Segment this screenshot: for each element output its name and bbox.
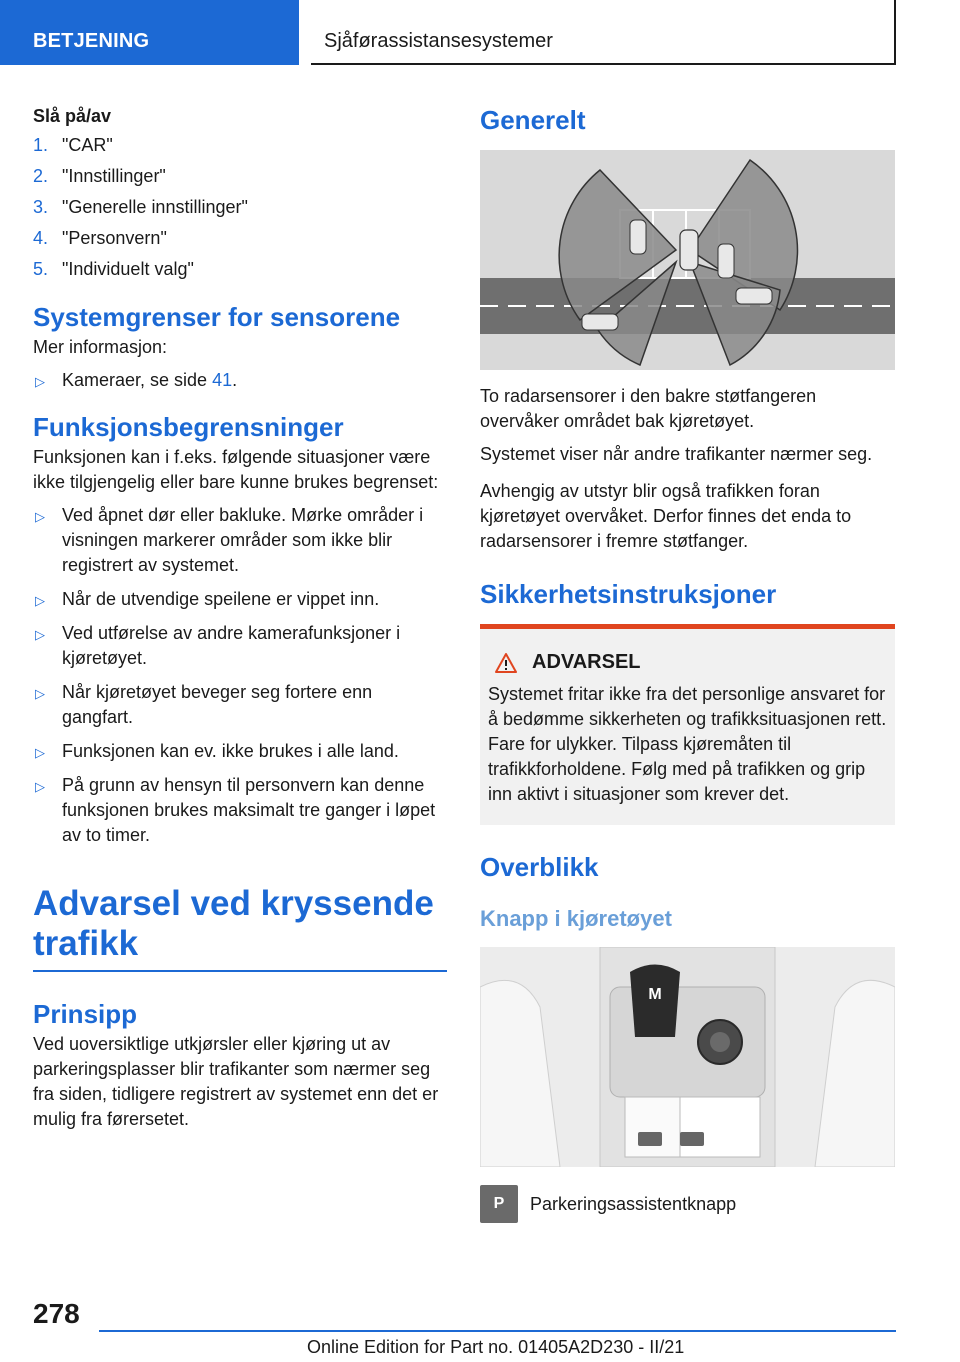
- step-number: 5.: [33, 259, 49, 279]
- more-info-text: Mer informasjon:: [33, 337, 168, 357]
- limits-list: [33, 503, 447, 848]
- chapter-title: Sjåførassistansesystemer: [324, 30, 553, 52]
- triangle-bullet-icon: ▷: [35, 779, 45, 794]
- list-item: [33, 368, 447, 393]
- list-item: [33, 739, 447, 764]
- limit-text: Når kjøretøyet beveger seg fortere enn gangfart.: [62, 682, 373, 727]
- warning-title-row: [488, 651, 887, 674]
- warning-triangle-icon: [494, 652, 518, 674]
- safety-heading: Sikkerhetsinstruksjoner: [480, 579, 777, 609]
- warning-title: ADVARSEL: [532, 651, 641, 673]
- list-item: [33, 680, 447, 730]
- general-p2: Systemet viser når andre trafikanter nærmer seg.: [480, 444, 873, 464]
- page-number: 278: [33, 1298, 80, 1329]
- warning-text: Systemet fritar ikke fra det personlige ansvaret for å bedømme sikkerheten og trafikksituasjonen rett. Fare for ulykker. Tilpass kjøremåten til trafikkforholdene. Følg med på trafikken og grip inn aktivt i situasjoner som krever det.: [488, 684, 887, 804]
- list-item: [33, 228, 447, 248]
- limit-text: Ved åpnet dør eller bakluke. Mørke områder i visningen markerer områder som ikke blir registrert av systemet.: [62, 505, 424, 575]
- footer-rule: [99, 1330, 896, 1332]
- left-column: [33, 100, 447, 1132]
- right-column: [480, 100, 895, 1223]
- heading-rule: [33, 970, 447, 972]
- step-number: 3.: [33, 197, 49, 217]
- limit-text: På grunn av hensyn til personvern kan denne funksjonen brukes maksimalt tre ganger i løpet av to timer.: [62, 775, 436, 845]
- step-text: "CAR": [62, 135, 113, 155]
- page-link[interactable]: 41: [212, 370, 233, 390]
- overview-heading: Overblikk: [480, 852, 599, 882]
- center-console-figure: [480, 947, 895, 1167]
- step-number: 2.: [33, 166, 49, 186]
- limit-text: Funksjonen kan ev. ikke brukes i alle land.: [62, 741, 399, 761]
- list-item: [33, 166, 447, 186]
- warning-box: [480, 624, 895, 825]
- general-p1: To radarsensorer i den bakre støtfangeren overvåker området bak kjøretøyet.: [480, 386, 817, 431]
- step-text: "Personvern": [62, 228, 167, 248]
- limits-heading: Funksjonsbegrensninger: [33, 412, 344, 442]
- steps-list: [33, 135, 447, 279]
- list-item: [33, 259, 447, 279]
- button-heading: Knapp i kjøretøyet: [480, 906, 672, 931]
- center-console-illustration: [480, 947, 895, 1167]
- step-number: 1.: [33, 135, 49, 155]
- principle-heading: Prinsipp: [33, 999, 138, 1029]
- section-title: BETJENING: [33, 30, 150, 52]
- limit-text: Når de utvendige speilene er vippet inn.: [62, 589, 380, 609]
- step-text: "Individuelt valg": [62, 259, 194, 279]
- camera-ref-text: Kameraer, se side: [62, 370, 213, 390]
- general-p3: Avhengig av utstyr blir også trafikken foran kjøretøyet overvåket. Derfor finnes det enda to radarsensorer i fremre støtfanger.: [480, 481, 852, 551]
- main-heading: Advarsel ved kryssende trafikk: [33, 884, 434, 963]
- principle-text: Ved uoversiktlige utkjørsler eller kjøring ut av parkeringsplasser blir trafikanter som nærmer seg fra siden, tidligere registrert av systemet enn det er mulig fra førersetet.: [33, 1034, 439, 1129]
- gear-selector-logo: M: [648, 986, 662, 1003]
- radar-zones-figure: [480, 150, 895, 370]
- step-text: "Innstillinger": [62, 166, 166, 186]
- camera-ref-list: [33, 368, 447, 393]
- radar-zones-illustration: [480, 150, 895, 370]
- triangle-bullet-icon: ▷: [35, 374, 45, 389]
- step-number: 4.: [33, 228, 49, 248]
- list-item: [33, 197, 447, 217]
- caption-row: [480, 1185, 895, 1223]
- list-item: [33, 587, 447, 612]
- sensor-heading: Systemgrenser for sensorene: [33, 302, 401, 332]
- limit-text: Ved utførelse av andre kamerafunksjoner i kjøretøyet.: [62, 623, 401, 668]
- figure-caption: Parkeringsassistentknapp: [530, 1193, 737, 1214]
- triangle-bullet-icon: ▷: [35, 509, 45, 524]
- edition-text: Online Edition for Part no. 01405A2D230 - II/21: [307, 1337, 685, 1357]
- section-tab: [0, 0, 299, 65]
- general-heading: Generelt: [480, 105, 586, 135]
- triangle-bullet-icon: ▷: [35, 686, 45, 701]
- triangle-bullet-icon: ▷: [35, 593, 45, 608]
- onoff-heading: Slå på/av: [33, 106, 112, 126]
- step-text: "Generelle innstillinger": [62, 197, 248, 217]
- list-item: [33, 621, 447, 671]
- list-item: [33, 135, 447, 155]
- triangle-bullet-icon: ▷: [35, 627, 45, 642]
- limits-intro: Funksjonen kan i f.eks. følgende situasjoner være ikke tilgjengelig eller bare kunne brukes begrenset:: [33, 447, 439, 492]
- chapter-header: [311, 0, 896, 65]
- parking-assistant-icon: P: [480, 1185, 518, 1223]
- camera-ref-end: .: [232, 370, 238, 390]
- triangle-bullet-icon: ▷: [35, 745, 45, 760]
- list-item: [33, 773, 447, 848]
- list-item: [33, 503, 447, 578]
